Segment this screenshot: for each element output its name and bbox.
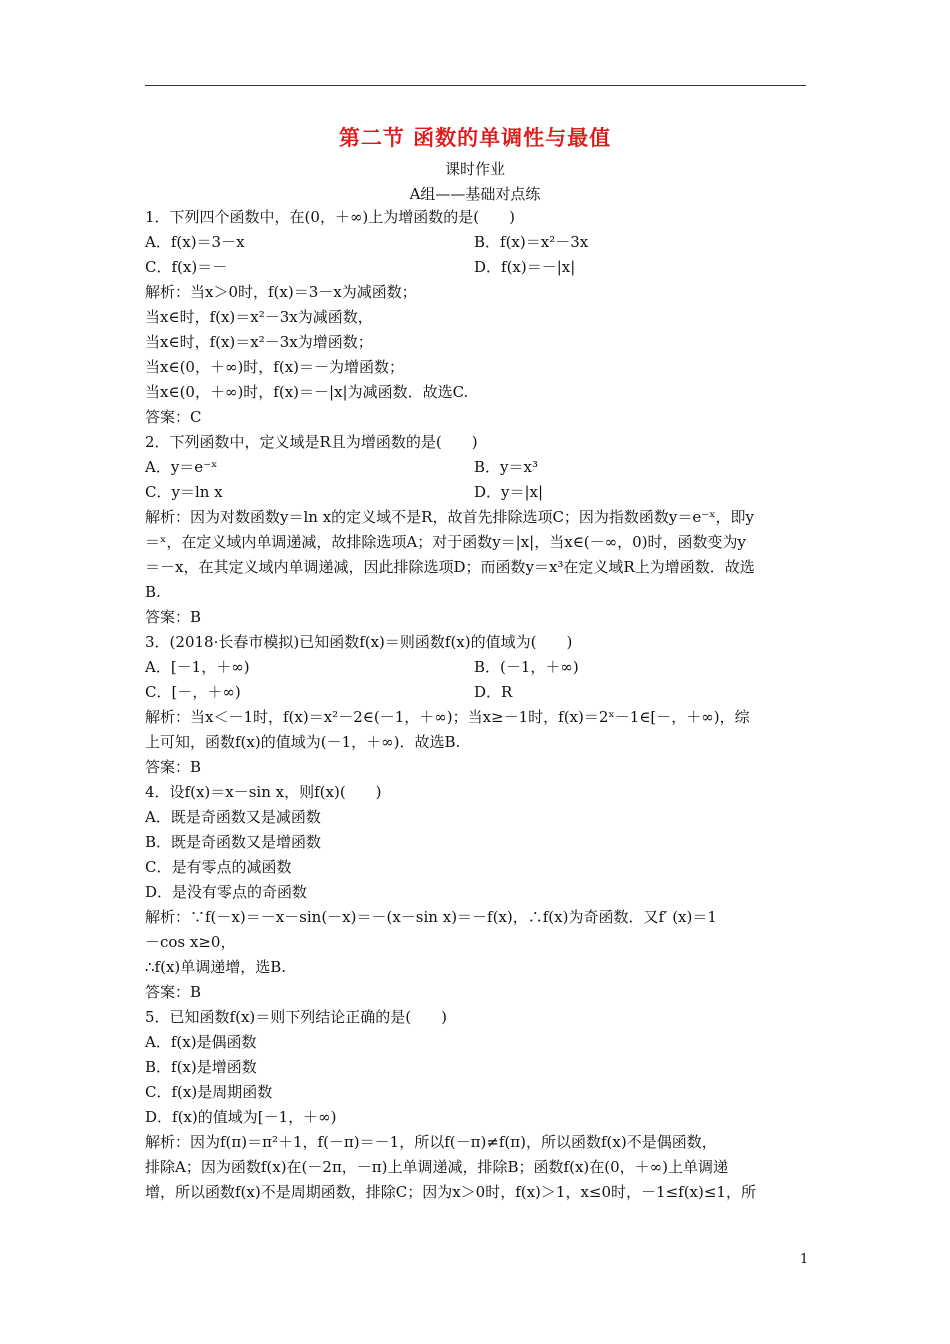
q5-analysis-line: 增，所以函数f(x)不是周期函数，排除C；因为x＞0时，f(x)＞1，x≤0时，－1≤f(x)≤1，所 [145,1183,756,1201]
q2-analysis-line: ＝－x，在其定义域内单调递减，因此排除选项D；而函数y＝x³在定义域R上为增函数．故选 [145,558,755,576]
q1-stem: 1．下列四个函数中，在(0，＋∞)上为增函数的是( ) [145,208,515,226]
q4-analysis-line: －cos x≥0， [145,933,236,951]
q4-analysis-line: ∴f(x)单调递增，选B. [145,958,287,976]
q2-option-a: A．y＝e⁻ˣ [145,458,218,476]
q1-option-d: D．f(x)＝－|x| [474,258,576,276]
q5-analysis-line: 解析：因为f(π)＝π²＋1，f(－π)＝－1，所以f(－π)≠f(π)，所以函数f(x)不是偶函数， [145,1133,717,1151]
q1-option-c: C．f(x)＝－ [145,258,228,276]
q1-analysis-line: 当x∈(0，＋∞)时，f(x)＝－|x|为减函数．故选C. [145,383,469,401]
q5-stem: 5．已知函数f(x)＝则下列结论正确的是( ) [145,1008,447,1026]
q2-stem: 2．下列函数中，定义域是R且为增函数的是( ) [145,433,478,451]
q2-option-b: B．y＝x³ [474,458,538,476]
q3-analysis-line: 解析：当x＜－1时，f(x)＝x²－2∈(－1，＋∞)；当x≥－1时，f(x)＝2ˣ－1∈[－，＋∞)，综 [145,708,750,726]
q1-analysis-line: 当x∈时，f(x)＝x²－3x为增函数； [145,333,373,351]
q4-answer: 答案：B [145,983,202,1001]
q2-option-c: C．y＝ln x [145,483,223,501]
q1-answer: 答案：C [145,408,202,426]
q2-analysis-line: 解析：因为对数函数y＝ln x的定义域不是R，故首先排除选项C；因为指数函数y＝e⁻ˣ，即y [145,508,755,526]
q4-option-c: C．是有零点的减函数 [145,858,292,876]
q2-option-d: D．y＝|x| [474,483,544,501]
q1-analysis-line: 当x∈时，f(x)＝x²－3x为减函数， [145,308,373,326]
q3-analysis-line: 上可知，函数f(x)的值域为(－1，＋∞)．故选B. [145,733,461,751]
q4-option-d: D．是没有零点的奇函数 [145,883,308,901]
q2-analysis-line: ＝ˣ，在定义域内单调递减，故排除选项A；对于函数y＝|x|，当x∈(－∞，0)时，函数变为y [145,533,747,551]
q5-option-c: C．f(x)是周期函数 [145,1083,273,1101]
subtitle: 课时作业 [444,160,505,178]
q4-analysis-line: 解析：∵f(－x)＝－x－sin(－x)＝－(x－sin x)＝－f(x)，∴f(x)为奇函数．又f′ (x)＝1 [145,908,717,926]
q5-option-d: D．f(x)的值域为[－1，＋∞) [145,1108,337,1126]
q5-analysis-line: 排除A；因为函数f(x)在(－2π，－π)上单调递减，排除B；函数f(x)在(0，＋∞)上单调递 [145,1158,728,1176]
q5-option-a: A．f(x)是偶函数 [145,1033,257,1051]
q2-analysis-line: B. [145,583,161,601]
q4-option-b: B．既是奇函数又是增函数 [145,833,322,851]
group-heading: A组——基础对点练 [409,185,541,203]
q3-option-b: B．(－1，＋∞) [474,658,579,676]
page-number: 1 [800,1252,809,1267]
q3-option-d: D．R [474,683,513,701]
q3-answer: 答案：B [145,758,202,776]
q5-option-b: B．f(x)是增函数 [145,1058,257,1076]
q4-option-a: A．既是奇函数又是减函数 [145,808,321,826]
q3-option-c: C．[－，＋∞) [145,683,241,701]
q1-option-b: B．f(x)＝x²－3x [474,233,589,251]
section-title: 第二节 函数的单调性与最值 [338,125,612,150]
q3-option-a: A．[－1，＋∞) [145,658,250,676]
q1-option-a: A．f(x)＝3－x [145,233,245,251]
q3-stem: 3．(2018·长春市模拟)已知函数f(x)＝则函数f(x)的值域为( ) [145,633,573,651]
q1-analysis-line: 解析：当x＞0时，f(x)＝3－x为减函数； [145,283,417,301]
q2-answer: 答案：B [145,608,202,626]
header-rule [145,85,806,86]
q4-stem: 4．设f(x)＝x－sin x，则f(x)( ) [145,783,382,801]
q1-analysis-line: 当x∈(0，＋∞)时，f(x)＝－为增函数； [145,358,405,376]
